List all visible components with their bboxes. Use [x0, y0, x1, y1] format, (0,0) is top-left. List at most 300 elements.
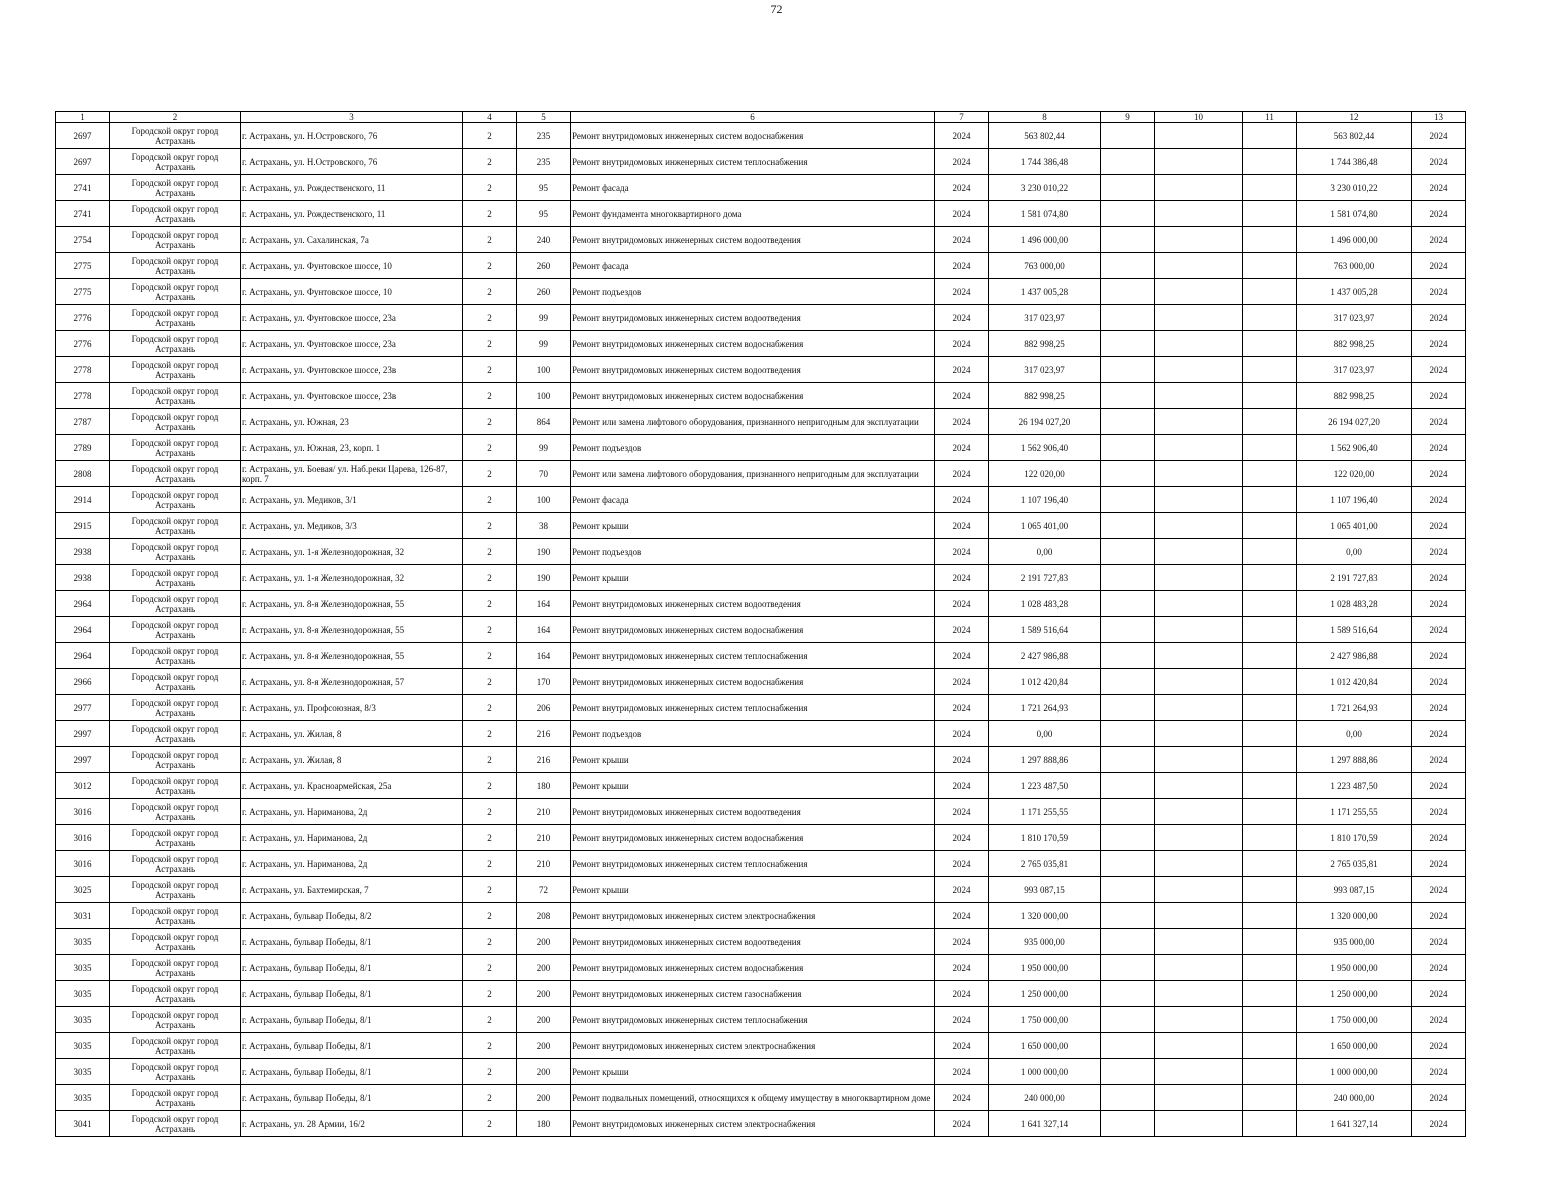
col10-cell: [1155, 383, 1243, 409]
col5-cell: 260: [517, 253, 571, 279]
col9-cell: [1101, 227, 1155, 253]
row-id-cell: 2697: [56, 123, 110, 149]
work-type-cell: Ремонт внутридомовых инженерных систем теплоснабжения: [571, 695, 935, 721]
col11-cell: [1243, 383, 1297, 409]
row-id-cell: 2997: [56, 721, 110, 747]
col9-cell: [1101, 877, 1155, 903]
work-type-cell: Ремонт или замена лифтового оборудования, признанного непригодным для эксплуатации: [571, 409, 935, 435]
total-cell: 1 250 000,00: [1297, 981, 1412, 1007]
column-header: 10: [1155, 112, 1243, 123]
column-header: 7: [935, 112, 989, 123]
year-cell: 2024: [935, 773, 989, 799]
row-id-cell: 3035: [56, 1007, 110, 1033]
address-cell: г. Астрахань, ул. Н.Островского, 76: [241, 149, 463, 175]
col11-cell: [1243, 565, 1297, 591]
municipality-cell: Городской округ город Астрахань: [110, 799, 241, 825]
table-row: [56, 747, 1466, 773]
col11-cell: [1243, 1007, 1297, 1033]
col5-cell: 200: [517, 929, 571, 955]
municipality-cell: Городской округ город Астрахань: [110, 1033, 241, 1059]
col9-cell: [1101, 903, 1155, 929]
address-cell: г. Астрахань, ул. Нариманова, 2д: [241, 851, 463, 877]
row-id-cell: 2787: [56, 409, 110, 435]
col11-cell: [1243, 409, 1297, 435]
work-type-cell: Ремонт внутридомовых инженерных систем теплоснабжения: [571, 1007, 935, 1033]
col9-cell: [1101, 1111, 1155, 1137]
municipality-cell: Городской округ город Астрахань: [110, 851, 241, 877]
total-cell: 1 223 487,50: [1297, 773, 1412, 799]
col9-cell: [1101, 357, 1155, 383]
col9-cell: [1101, 929, 1155, 955]
table-row: [56, 383, 1466, 409]
table-row: [56, 903, 1466, 929]
work-type-cell: Ремонт или замена лифтового оборудования, признанного непригодным для эксплуатации: [571, 461, 935, 487]
col5-cell: 200: [517, 1033, 571, 1059]
col9-cell: [1101, 149, 1155, 175]
completion-year-cell: 2024: [1412, 773, 1466, 799]
table-row: [56, 253, 1466, 279]
col11-cell: [1243, 773, 1297, 799]
col5-cell: 210: [517, 851, 571, 877]
year-cell: 2024: [935, 955, 989, 981]
col11-cell: [1243, 279, 1297, 305]
col4-cell: 2: [463, 929, 517, 955]
work-type-cell: Ремонт внутридомовых инженерных систем водоотведения: [571, 929, 935, 955]
cost-cell: 0,00: [989, 721, 1101, 747]
col4-cell: 2: [463, 1059, 517, 1085]
row-id-cell: 3016: [56, 799, 110, 825]
year-cell: 2024: [935, 305, 989, 331]
cost-cell: 993 087,15: [989, 877, 1101, 903]
total-cell: 1 320 000,00: [1297, 903, 1412, 929]
col5-cell: 235: [517, 123, 571, 149]
col11-cell: [1243, 929, 1297, 955]
col5-cell: 180: [517, 773, 571, 799]
col11-cell: [1243, 825, 1297, 851]
municipality-cell: Городской округ город Астрахань: [110, 1059, 241, 1085]
col10-cell: [1155, 695, 1243, 721]
col9-cell: [1101, 123, 1155, 149]
col4-cell: 2: [463, 383, 517, 409]
row-id-cell: 2775: [56, 279, 110, 305]
cost-cell: 1 297 888,86: [989, 747, 1101, 773]
work-type-cell: Ремонт внутридомовых инженерных систем водоснабжения: [571, 331, 935, 357]
table-row: [56, 1085, 1466, 1111]
completion-year-cell: 2024: [1412, 201, 1466, 227]
col11-cell: [1243, 1111, 1297, 1137]
col11-cell: [1243, 747, 1297, 773]
total-cell: 1 000 000,00: [1297, 1059, 1412, 1085]
col10-cell: [1155, 669, 1243, 695]
total-cell: 1 581 074,80: [1297, 201, 1412, 227]
year-cell: 2024: [935, 331, 989, 357]
work-type-cell: Ремонт внутридомовых инженерных систем газоснабжения: [571, 981, 935, 1007]
total-cell: 563 802,44: [1297, 123, 1412, 149]
col11-cell: [1243, 669, 1297, 695]
col4-cell: 2: [463, 409, 517, 435]
col4-cell: 2: [463, 565, 517, 591]
total-cell: 0,00: [1297, 721, 1412, 747]
row-id-cell: 3041: [56, 1111, 110, 1137]
completion-year-cell: 2024: [1412, 851, 1466, 877]
cost-cell: 3 230 010,22: [989, 175, 1101, 201]
column-header: 12: [1297, 112, 1412, 123]
col11-cell: [1243, 461, 1297, 487]
year-cell: 2024: [935, 669, 989, 695]
col5-cell: 210: [517, 825, 571, 851]
col10-cell: [1155, 981, 1243, 1007]
col10-cell: [1155, 305, 1243, 331]
col9-cell: [1101, 253, 1155, 279]
work-type-cell: Ремонт внутридомовых инженерных систем водоотведения: [571, 591, 935, 617]
col5-cell: 206: [517, 695, 571, 721]
col5-cell: 99: [517, 331, 571, 357]
table-row: [56, 175, 1466, 201]
col10-cell: [1155, 825, 1243, 851]
municipality-cell: Городской округ город Астрахань: [110, 669, 241, 695]
col4-cell: 2: [463, 851, 517, 877]
address-cell: г. Астрахань, ул. Нариманова, 2д: [241, 825, 463, 851]
municipality-cell: Городской округ город Астрахань: [110, 1085, 241, 1111]
col10-cell: [1155, 357, 1243, 383]
address-cell: г. Астрахань, бульвар Победы, 8/1: [241, 1085, 463, 1111]
municipality-cell: Городской округ город Астрахань: [110, 773, 241, 799]
table-row: [56, 695, 1466, 721]
total-cell: 317 023,97: [1297, 305, 1412, 331]
col11-cell: [1243, 903, 1297, 929]
row-id-cell: 2964: [56, 617, 110, 643]
table-row: [56, 487, 1466, 513]
col4-cell: 2: [463, 981, 517, 1007]
col5-cell: 95: [517, 175, 571, 201]
col10-cell: [1155, 123, 1243, 149]
col9-cell: [1101, 305, 1155, 331]
cost-cell: 882 998,25: [989, 383, 1101, 409]
cost-cell: 1 250 000,00: [989, 981, 1101, 1007]
address-cell: г. Астрахань, ул. Фунтовское шоссе, 23а: [241, 331, 463, 357]
col10-cell: [1155, 1111, 1243, 1137]
row-id-cell: 3016: [56, 825, 110, 851]
col10-cell: [1155, 1059, 1243, 1085]
year-cell: 2024: [935, 981, 989, 1007]
year-cell: 2024: [935, 487, 989, 513]
col4-cell: 2: [463, 877, 517, 903]
cost-cell: 2 765 035,81: [989, 851, 1101, 877]
col5-cell: 216: [517, 721, 571, 747]
cost-cell: 1 028 483,28: [989, 591, 1101, 617]
col5-cell: 99: [517, 435, 571, 461]
municipality-cell: Городской округ город Астрахань: [110, 565, 241, 591]
cost-cell: 1 496 000,00: [989, 227, 1101, 253]
col11-cell: [1243, 175, 1297, 201]
col5-cell: 216: [517, 747, 571, 773]
municipality-cell: Городской округ город Астрахань: [110, 123, 241, 149]
column-header: 8: [989, 112, 1101, 123]
total-cell: 1 562 906,40: [1297, 435, 1412, 461]
col9-cell: [1101, 643, 1155, 669]
municipality-cell: Городской округ город Астрахань: [110, 747, 241, 773]
work-type-cell: Ремонт фундамента многоквартирного дома: [571, 201, 935, 227]
municipality-cell: Городской округ город Астрахань: [110, 435, 241, 461]
completion-year-cell: 2024: [1412, 175, 1466, 201]
col10-cell: [1155, 851, 1243, 877]
col9-cell: [1101, 1033, 1155, 1059]
col5-cell: 190: [517, 539, 571, 565]
col11-cell: [1243, 617, 1297, 643]
work-type-cell: Ремонт внутридомовых инженерных систем водоотведения: [571, 227, 935, 253]
cost-cell: 317 023,97: [989, 357, 1101, 383]
total-cell: 317 023,97: [1297, 357, 1412, 383]
column-header: 11: [1243, 112, 1297, 123]
col4-cell: 2: [463, 331, 517, 357]
col5-cell: 164: [517, 617, 571, 643]
year-cell: 2024: [935, 409, 989, 435]
row-id-cell: 3035: [56, 1085, 110, 1111]
table-row: [56, 409, 1466, 435]
work-type-cell: Ремонт внутридомовых инженерных систем водоснабжения: [571, 383, 935, 409]
col5-cell: 235: [517, 149, 571, 175]
work-type-cell: Ремонт подъездов: [571, 435, 935, 461]
table-row: [56, 305, 1466, 331]
cost-cell: 26 194 027,20: [989, 409, 1101, 435]
col11-cell: [1243, 435, 1297, 461]
col4-cell: 2: [463, 227, 517, 253]
total-cell: 1 641 327,14: [1297, 1111, 1412, 1137]
col4-cell: 2: [463, 695, 517, 721]
year-cell: 2024: [935, 1111, 989, 1137]
total-cell: 0,00: [1297, 539, 1412, 565]
total-cell: 1 107 196,40: [1297, 487, 1412, 513]
total-cell: 1 028 483,28: [1297, 591, 1412, 617]
row-id-cell: 3016: [56, 851, 110, 877]
total-cell: 1 012 420,84: [1297, 669, 1412, 695]
column-number-row: [56, 112, 1466, 123]
col11-cell: [1243, 331, 1297, 357]
row-id-cell: 2776: [56, 305, 110, 331]
cost-cell: 1 589 516,64: [989, 617, 1101, 643]
col11-cell: [1243, 695, 1297, 721]
year-cell: 2024: [935, 929, 989, 955]
row-id-cell: 2775: [56, 253, 110, 279]
col10-cell: [1155, 903, 1243, 929]
municipality-cell: Городской округ город Астрахань: [110, 981, 241, 1007]
address-cell: г. Астрахань, ул. Бахтемирская, 7: [241, 877, 463, 903]
work-type-cell: Ремонт подъездов: [571, 539, 935, 565]
col5-cell: 164: [517, 591, 571, 617]
total-cell: 1 950 000,00: [1297, 955, 1412, 981]
completion-year-cell: 2024: [1412, 669, 1466, 695]
cost-cell: 935 000,00: [989, 929, 1101, 955]
cost-cell: 1 581 074,80: [989, 201, 1101, 227]
cost-cell: 1 065 401,00: [989, 513, 1101, 539]
municipality-cell: Городской округ город Астрахань: [110, 149, 241, 175]
col11-cell: [1243, 487, 1297, 513]
col10-cell: [1155, 1007, 1243, 1033]
row-id-cell: 2776: [56, 331, 110, 357]
work-type-cell: Ремонт фасада: [571, 487, 935, 513]
table-row: [56, 929, 1466, 955]
address-cell: г. Астрахань, ул. Боевая/ ул. Наб.реки Царева, 126-87, корп. 7: [241, 461, 463, 487]
table-row: [56, 981, 1466, 1007]
cost-cell: 1 171 255,55: [989, 799, 1101, 825]
column-header: 6: [571, 112, 935, 123]
municipality-cell: Городской округ город Астрахань: [110, 825, 241, 851]
year-cell: 2024: [935, 721, 989, 747]
year-cell: 2024: [935, 565, 989, 591]
col4-cell: 2: [463, 253, 517, 279]
address-cell: г. Астрахань, ул. Южная, 23: [241, 409, 463, 435]
row-id-cell: 2741: [56, 175, 110, 201]
col5-cell: 200: [517, 955, 571, 981]
address-cell: г. Астрахань, ул. Жилая, 8: [241, 721, 463, 747]
work-type-cell: Ремонт крыши: [571, 877, 935, 903]
col11-cell: [1243, 799, 1297, 825]
total-cell: 122 020,00: [1297, 461, 1412, 487]
address-cell: г. Астрахань, ул. Фунтовское шоссе, 10: [241, 253, 463, 279]
col5-cell: 864: [517, 409, 571, 435]
table-row: [56, 799, 1466, 825]
completion-year-cell: 2024: [1412, 747, 1466, 773]
work-type-cell: Ремонт подвальных помещений, относящихся к общему имуществу в многоквартирном доме: [571, 1085, 935, 1111]
municipality-cell: Городской округ город Астрахань: [110, 591, 241, 617]
cost-cell: 563 802,44: [989, 123, 1101, 149]
col11-cell: [1243, 851, 1297, 877]
work-type-cell: Ремонт внутридомовых инженерных систем водоснабжения: [571, 955, 935, 981]
municipality-cell: Городской округ город Астрахань: [110, 617, 241, 643]
table-row: [56, 669, 1466, 695]
work-type-cell: Ремонт крыши: [571, 1059, 935, 1085]
col9-cell: [1101, 487, 1155, 513]
work-type-cell: Ремонт внутридомовых инженерных систем водоотведения: [571, 305, 935, 331]
cost-cell: 1 320 000,00: [989, 903, 1101, 929]
municipality-cell: Городской округ город Астрахань: [110, 955, 241, 981]
col9-cell: [1101, 1059, 1155, 1085]
col9-cell: [1101, 851, 1155, 877]
work-type-cell: Ремонт внутридомовых инженерных систем теплоснабжения: [571, 851, 935, 877]
total-cell: 2 427 986,88: [1297, 643, 1412, 669]
cost-cell: 1 750 000,00: [989, 1007, 1101, 1033]
total-cell: 763 000,00: [1297, 253, 1412, 279]
address-cell: г. Астрахань, ул. Рождественского, 11: [241, 201, 463, 227]
col10-cell: [1155, 643, 1243, 669]
cost-cell: 1 721 264,93: [989, 695, 1101, 721]
repair-plan-table: [55, 111, 1466, 1137]
total-cell: 1 589 516,64: [1297, 617, 1412, 643]
completion-year-cell: 2024: [1412, 279, 1466, 305]
completion-year-cell: 2024: [1412, 253, 1466, 279]
column-header: 1: [56, 112, 110, 123]
table-row: [56, 721, 1466, 747]
col10-cell: [1155, 513, 1243, 539]
col5-cell: 70: [517, 461, 571, 487]
row-id-cell: 2938: [56, 539, 110, 565]
address-cell: г. Астрахань, ул. Фунтовское шоссе, 23в: [241, 383, 463, 409]
completion-year-cell: 2024: [1412, 695, 1466, 721]
municipality-cell: Городской округ город Астрахань: [110, 513, 241, 539]
completion-year-cell: 2024: [1412, 409, 1466, 435]
row-id-cell: 2997: [56, 747, 110, 773]
cost-cell: 1 437 005,28: [989, 279, 1101, 305]
address-cell: г. Астрахань, ул. Рождественского, 11: [241, 175, 463, 201]
address-cell: г. Астрахань, ул. 1-я Железнодорожная, 32: [241, 539, 463, 565]
year-cell: 2024: [935, 747, 989, 773]
total-cell: 1 496 000,00: [1297, 227, 1412, 253]
row-id-cell: 2914: [56, 487, 110, 513]
table-row: [56, 279, 1466, 305]
address-cell: г. Астрахань, ул. Медиков, 3/1: [241, 487, 463, 513]
col11-cell: [1243, 149, 1297, 175]
year-cell: 2024: [935, 201, 989, 227]
col5-cell: 200: [517, 1007, 571, 1033]
col4-cell: 2: [463, 669, 517, 695]
col4-cell: 2: [463, 747, 517, 773]
col10-cell: [1155, 409, 1243, 435]
address-cell: г. Астрахань, ул. Фунтовское шоссе, 23а: [241, 305, 463, 331]
col9-cell: [1101, 565, 1155, 591]
cost-cell: 1 744 386,48: [989, 149, 1101, 175]
table-row: [56, 461, 1466, 487]
col9-cell: [1101, 461, 1155, 487]
completion-year-cell: 2024: [1412, 903, 1466, 929]
col5-cell: 200: [517, 1059, 571, 1085]
cost-cell: 1 650 000,00: [989, 1033, 1101, 1059]
year-cell: 2024: [935, 123, 989, 149]
year-cell: 2024: [935, 851, 989, 877]
col11-cell: [1243, 357, 1297, 383]
col11-cell: [1243, 877, 1297, 903]
table-row: [56, 955, 1466, 981]
col4-cell: 2: [463, 721, 517, 747]
col11-cell: [1243, 123, 1297, 149]
col5-cell: 95: [517, 201, 571, 227]
municipality-cell: Городской округ город Астрахань: [110, 877, 241, 903]
col4-cell: 2: [463, 799, 517, 825]
col4-cell: 2: [463, 1111, 517, 1137]
work-type-cell: Ремонт фасада: [571, 175, 935, 201]
cost-cell: 122 020,00: [989, 461, 1101, 487]
col5-cell: 38: [517, 513, 571, 539]
col5-cell: 210: [517, 799, 571, 825]
address-cell: г. Астрахань, бульвар Победы, 8/1: [241, 981, 463, 1007]
total-cell: 3 230 010,22: [1297, 175, 1412, 201]
row-id-cell: 2966: [56, 669, 110, 695]
col10-cell: [1155, 1033, 1243, 1059]
completion-year-cell: 2024: [1412, 305, 1466, 331]
year-cell: 2024: [935, 227, 989, 253]
col10-cell: [1155, 747, 1243, 773]
total-cell: 935 000,00: [1297, 929, 1412, 955]
work-type-cell: Ремонт крыши: [571, 773, 935, 799]
table-row: [56, 591, 1466, 617]
year-cell: 2024: [935, 799, 989, 825]
address-cell: г. Астрахань, ул. Красноармейская, 25а: [241, 773, 463, 799]
table-row: [56, 565, 1466, 591]
col5-cell: 100: [517, 383, 571, 409]
completion-year-cell: 2024: [1412, 461, 1466, 487]
column-header: 4: [463, 112, 517, 123]
municipality-cell: Городской округ город Астрахань: [110, 721, 241, 747]
col11-cell: [1243, 591, 1297, 617]
year-cell: 2024: [935, 591, 989, 617]
work-type-cell: Ремонт внутридомовых инженерных систем водоснабжения: [571, 617, 935, 643]
row-id-cell: 3035: [56, 1033, 110, 1059]
completion-year-cell: 2024: [1412, 617, 1466, 643]
row-id-cell: 3012: [56, 773, 110, 799]
table-row: [56, 877, 1466, 903]
completion-year-cell: 2024: [1412, 565, 1466, 591]
address-cell: г. Астрахань, ул. 8-я Железнодорожная, 55: [241, 591, 463, 617]
row-id-cell: 3031: [56, 903, 110, 929]
